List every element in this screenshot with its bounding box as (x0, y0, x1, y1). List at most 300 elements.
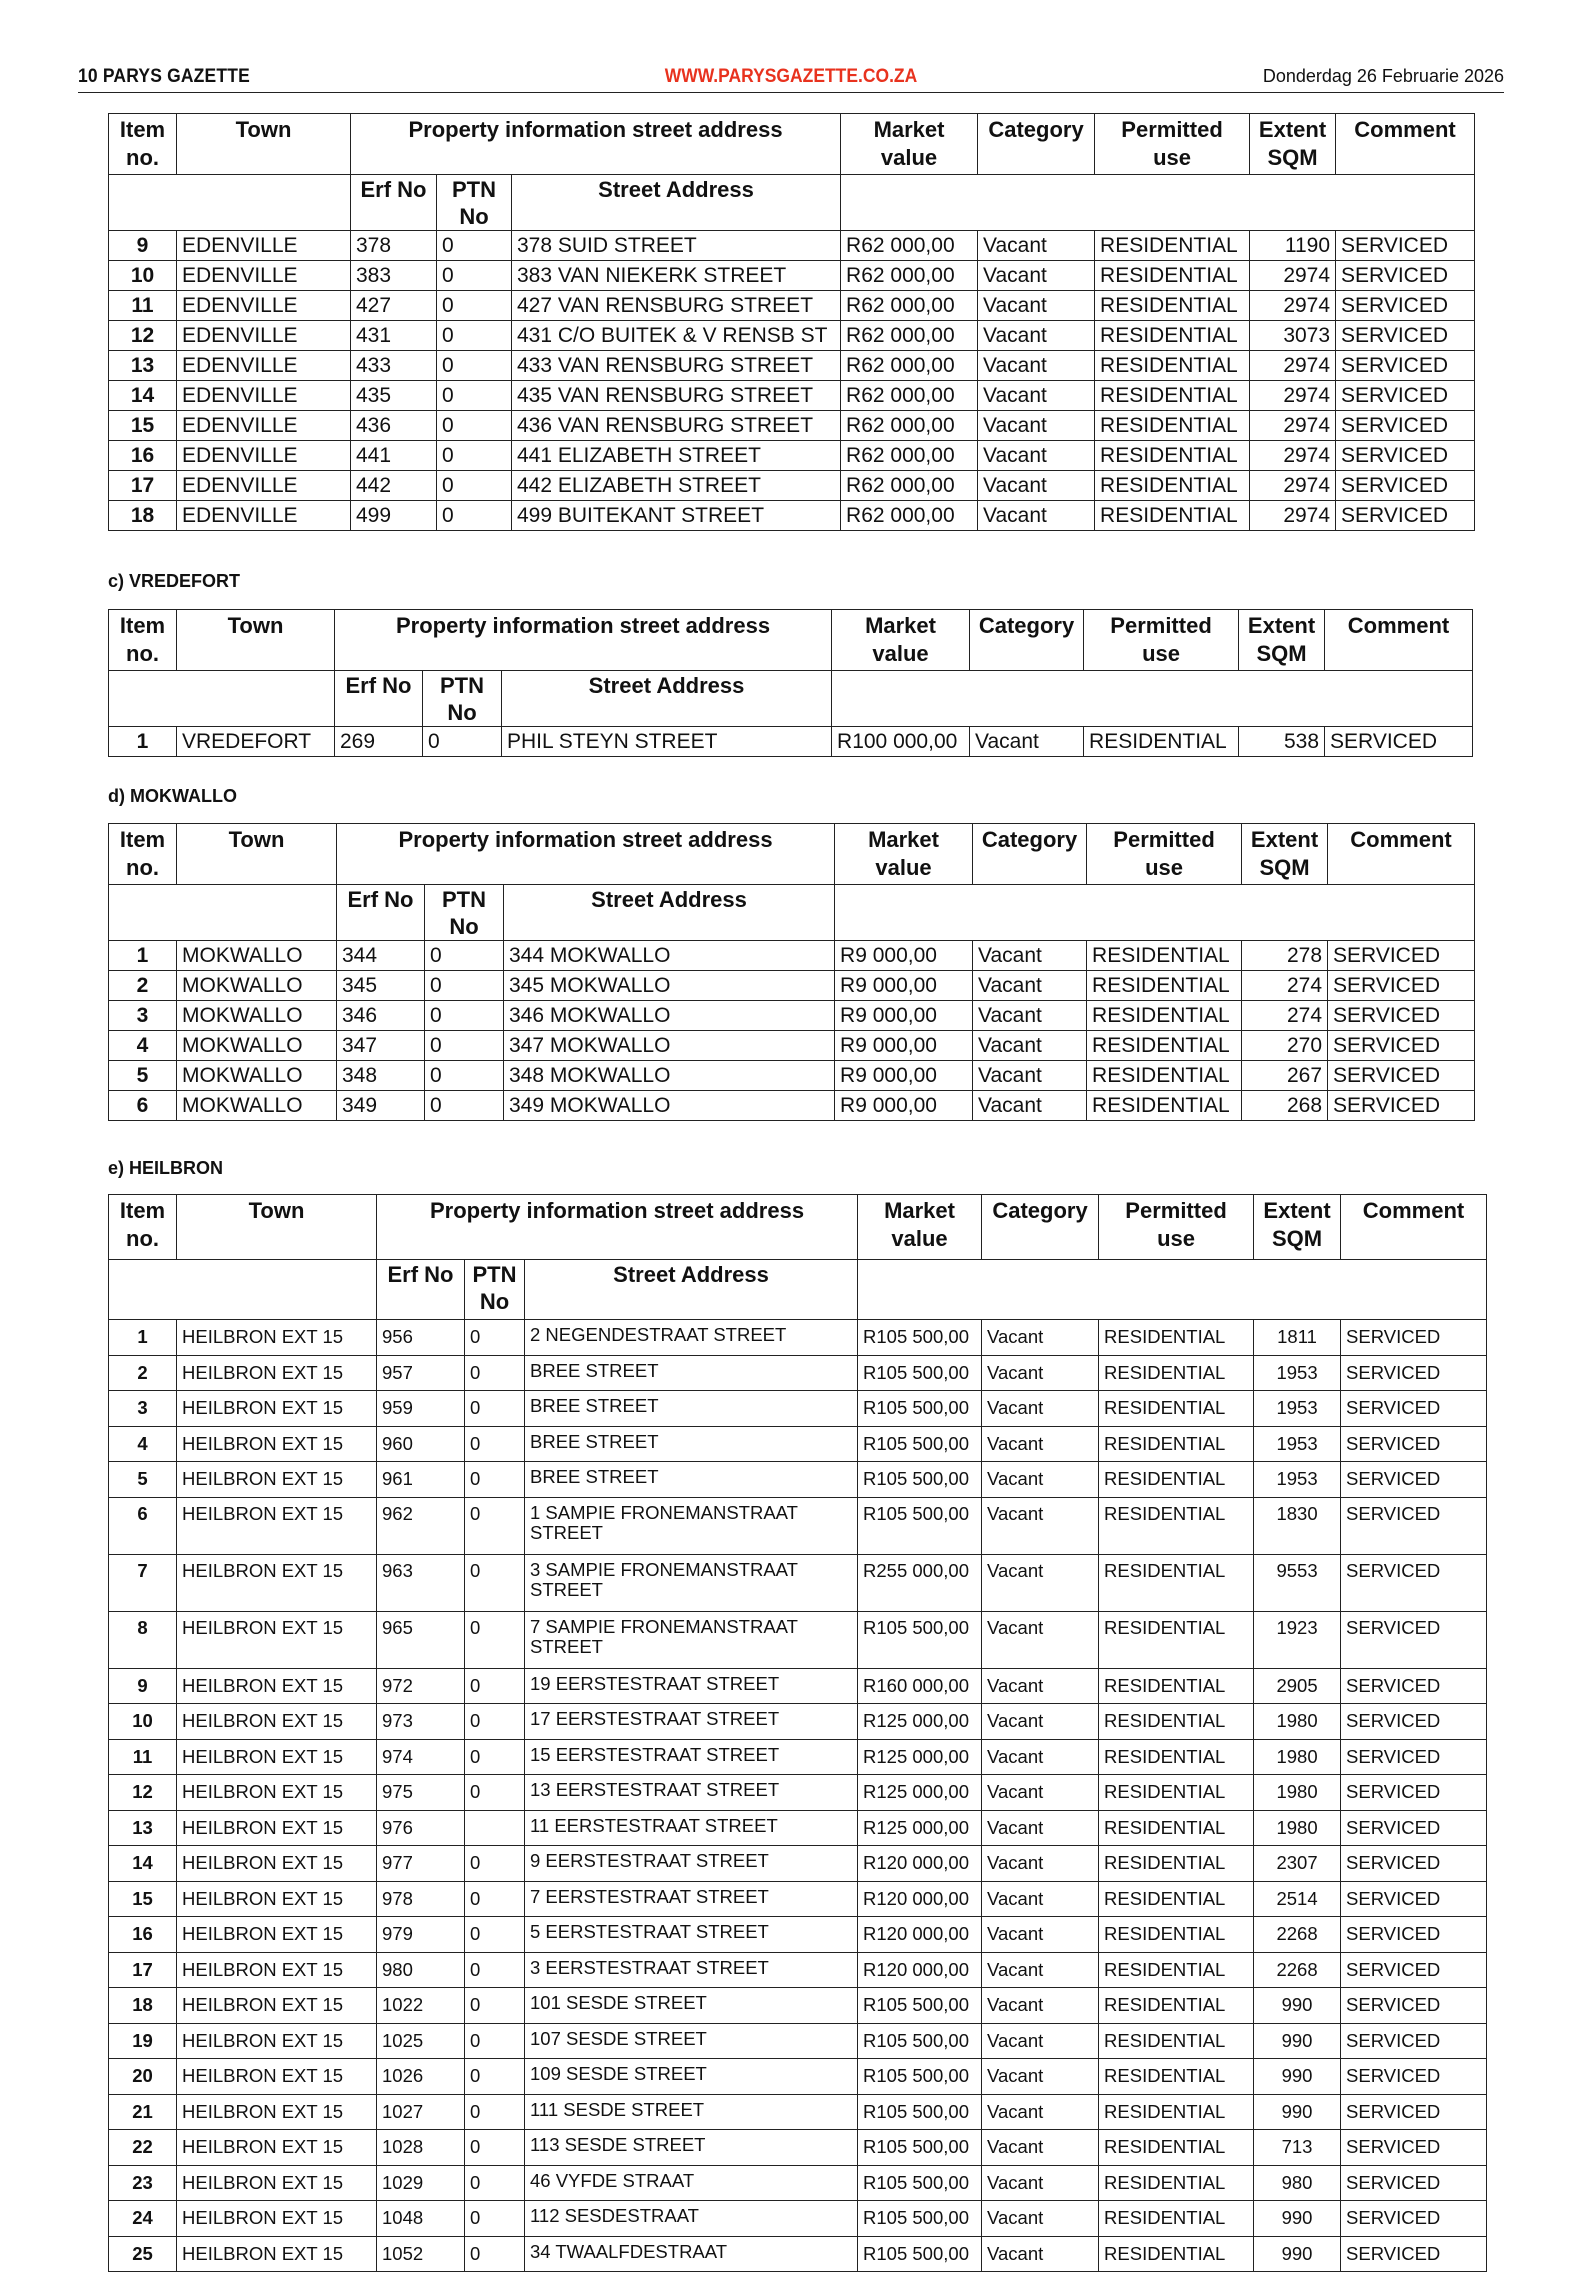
market-value: R9 000,00 (835, 941, 973, 971)
street-address: 499 BUITEKANT STREET (512, 501, 841, 531)
erf-number: 441 (351, 441, 437, 471)
extent-sqm: 990 (1254, 1988, 1341, 2024)
ptn-number: 0 (465, 1426, 525, 1462)
item-number: 19 (109, 2023, 177, 2059)
town-name: HEILBRON EXT 15 (177, 1426, 377, 1462)
erf-number: 433 (351, 351, 437, 381)
comment: SERVICED (1341, 1554, 1487, 1611)
market-value: R9 000,00 (835, 1091, 973, 1121)
street-address: 3 SAMPIE FRONEMANSTRAAT STREET (525, 1554, 858, 1611)
market-value: R105 500,00 (858, 1355, 982, 1391)
comment: SERVICED (1328, 1091, 1475, 1121)
subheader-row (109, 671, 1473, 727)
extent-sqm: 267 (1242, 1061, 1328, 1091)
subheader-row (109, 175, 1475, 231)
table-row (109, 2023, 1487, 2059)
header-property-information: Property information street address (337, 824, 835, 885)
street-address: 5 EERSTESTRAAT STREET (525, 1917, 858, 1953)
permitted-use: RESIDENTIAL (1095, 261, 1250, 291)
town-name: HEILBRON EXT 15 (177, 2059, 377, 2095)
category: Vacant (973, 1001, 1087, 1031)
comment: SERVICED (1341, 1320, 1487, 1356)
comment: SERVICED (1341, 1952, 1487, 1988)
subheader-ptn-no: PTN No (423, 671, 502, 727)
subheader-street-address: Street Address (504, 885, 835, 941)
street-address: 7 EERSTESTRAAT STREET (525, 1881, 858, 1917)
category: Vacant (978, 471, 1095, 501)
town-name: EDENVILLE (177, 411, 351, 441)
category: Vacant (982, 1554, 1099, 1611)
category: Vacant (982, 1846, 1099, 1882)
extent-sqm: 990 (1254, 2023, 1341, 2059)
extent-sqm: 980 (1254, 2165, 1341, 2201)
extent-sqm: 1830 (1254, 1497, 1341, 1554)
erf-number: 431 (351, 321, 437, 351)
extent-sqm: 990 (1254, 2059, 1341, 2095)
table-row (109, 1497, 1487, 1554)
comment: SERVICED (1341, 2059, 1487, 2095)
market-value: R120 000,00 (858, 1917, 982, 1953)
erf-number: 344 (337, 941, 425, 971)
extent-sqm: 990 (1254, 2236, 1341, 2272)
erf-number: 961 (377, 1462, 465, 1498)
erf-number: 442 (351, 471, 437, 501)
subheader-blank (109, 885, 337, 941)
ptn-number: 0 (465, 1704, 525, 1740)
market-value: R120 000,00 (858, 1952, 982, 1988)
town-name: HEILBRON EXT 15 (177, 1355, 377, 1391)
street-address: 2 NEGENDESTRAAT STREET (525, 1320, 858, 1356)
table-row (109, 1611, 1487, 1668)
ptn-number: 0 (425, 1001, 504, 1031)
street-address: 346 MOKWALLO (504, 1001, 835, 1031)
town-name: HEILBRON EXT 15 (177, 2094, 377, 2130)
town-name: EDENVILLE (177, 351, 351, 381)
comment: SERVICED (1328, 1061, 1475, 1091)
extent-sqm: 1811 (1254, 1320, 1341, 1356)
erf-number: 979 (377, 1917, 465, 1953)
market-value: R105 500,00 (858, 1611, 982, 1668)
market-value: R62 000,00 (841, 411, 978, 441)
street-address: 441 ELIZABETH STREET (512, 441, 841, 471)
subheader-row (109, 885, 1475, 941)
permitted-use: RESIDENTIAL (1099, 1952, 1254, 1988)
category: Vacant (982, 1704, 1099, 1740)
table-row (109, 1704, 1487, 1740)
category: Vacant (982, 1497, 1099, 1554)
market-value: R62 000,00 (841, 501, 978, 531)
market-value: R105 500,00 (858, 2130, 982, 2166)
extent-sqm: 270 (1242, 1031, 1328, 1061)
subheader-ptn-no: PTN No (465, 1260, 525, 1320)
item-number: 14 (109, 381, 177, 411)
town-name: EDENVILLE (177, 261, 351, 291)
permitted-use: RESIDENTIAL (1099, 1355, 1254, 1391)
item-number: 11 (109, 1739, 177, 1775)
item-number: 5 (109, 1462, 177, 1498)
item-number: 16 (109, 1917, 177, 1953)
extent-sqm: 9553 (1254, 1554, 1341, 1611)
item-number: 3 (109, 1391, 177, 1427)
ptn-number: 0 (465, 1391, 525, 1427)
item-number: 18 (109, 501, 177, 531)
market-value: R105 500,00 (858, 1988, 982, 2024)
table-row (109, 1668, 1487, 1704)
comment: SERVICED (1341, 1426, 1487, 1462)
table-row (109, 727, 1473, 757)
permitted-use: RESIDENTIAL (1095, 441, 1250, 471)
comment: SERVICED (1336, 411, 1475, 441)
street-address: 9 EERSTESTRAAT STREET (525, 1846, 858, 1882)
market-value: R9 000,00 (835, 1001, 973, 1031)
category: Vacant (970, 727, 1084, 757)
comment: SERVICED (1341, 2023, 1487, 2059)
item-number: 3 (109, 1001, 177, 1031)
street-address: BREE STREET (525, 1426, 858, 1462)
table-row (109, 351, 1475, 381)
street-address: 1 SAMPIE FRONEMANSTRAAT STREET (525, 1497, 858, 1554)
table-row (109, 1031, 1475, 1061)
comment: SERVICED (1341, 2094, 1487, 2130)
item-number: 1 (109, 727, 177, 757)
ptn-number: 0 (465, 1775, 525, 1811)
category: Vacant (978, 411, 1095, 441)
market-value: R105 500,00 (858, 2236, 982, 2272)
permitted-use: RESIDENTIAL (1099, 2201, 1254, 2237)
permitted-use: RESIDENTIAL (1095, 291, 1250, 321)
table-row (109, 2130, 1487, 2166)
table-row (109, 501, 1475, 531)
subheader-ptn-no: PTN No (437, 175, 512, 231)
category: Vacant (982, 1391, 1099, 1427)
comment: SERVICED (1328, 971, 1475, 1001)
market-value: R62 000,00 (841, 351, 978, 381)
comment: SERVICED (1341, 2165, 1487, 2201)
street-address: 442 ELIZABETH STREET (512, 471, 841, 501)
category: Vacant (982, 1775, 1099, 1811)
table-row (109, 291, 1475, 321)
comment: SERVICED (1341, 1881, 1487, 1917)
header-town: Town (177, 1195, 377, 1260)
permitted-use: RESIDENTIAL (1099, 1988, 1254, 2024)
extent-sqm: 1980 (1254, 1704, 1341, 1740)
ptn-number: 0 (437, 471, 512, 501)
street-address: 34 TWAALFDESTRAAT (525, 2236, 858, 2272)
ptn-number: 0 (437, 351, 512, 381)
comment: SERVICED (1328, 941, 1475, 971)
ptn-number: 0 (437, 441, 512, 471)
subheader-ptn-no: PTN No (425, 885, 504, 941)
permitted-use: RESIDENTIAL (1099, 1320, 1254, 1356)
town-name: EDENVILLE (177, 501, 351, 531)
category: Vacant (982, 1810, 1099, 1846)
page-header (78, 66, 1504, 93)
permitted-use: RESIDENTIAL (1099, 1704, 1254, 1740)
permitted-use: RESIDENTIAL (1099, 1739, 1254, 1775)
town-name: EDENVILLE (177, 441, 351, 471)
item-number: 21 (109, 2094, 177, 2130)
town-name: VREDEFORT (177, 727, 335, 757)
extent-sqm: 2307 (1254, 1846, 1341, 1882)
ptn-number: 0 (465, 1497, 525, 1554)
ptn-number: 0 (465, 2130, 525, 2166)
erf-number: 980 (377, 1952, 465, 1988)
category: Vacant (982, 1917, 1099, 1953)
header-category: Category (973, 824, 1087, 885)
erf-number: 973 (377, 1704, 465, 1740)
town-name: HEILBRON EXT 15 (177, 1739, 377, 1775)
town-name: HEILBRON EXT 15 (177, 1611, 377, 1668)
header-property-information: Property information street address (377, 1195, 858, 1260)
table-row (109, 1739, 1487, 1775)
comment: SERVICED (1341, 1846, 1487, 1882)
permitted-use: RESIDENTIAL (1099, 1775, 1254, 1811)
item-number: 6 (109, 1091, 177, 1121)
street-address: 15 EERSTESTRAAT STREET (525, 1739, 858, 1775)
extent-sqm: 274 (1242, 971, 1328, 1001)
extent-sqm: 2974 (1250, 411, 1336, 441)
ptn-number (465, 1810, 525, 1846)
subheader-blank (841, 175, 1475, 231)
header-item-no: Item no. (109, 824, 177, 885)
extent-sqm: 268 (1242, 1091, 1328, 1121)
table-row (109, 321, 1475, 351)
permitted-use: RESIDENTIAL (1099, 1810, 1254, 1846)
erf-number: 960 (377, 1426, 465, 1462)
erf-number: 978 (377, 1881, 465, 1917)
town-name: HEILBRON EXT 15 (177, 1497, 377, 1554)
market-value: R105 500,00 (858, 1497, 982, 1554)
comment: SERVICED (1336, 291, 1475, 321)
header-town: Town (177, 114, 351, 175)
item-number: 10 (109, 1704, 177, 1740)
market-value: R105 500,00 (858, 1462, 982, 1498)
item-number: 2 (109, 1355, 177, 1391)
table-row (109, 1391, 1487, 1427)
town-name: HEILBRON EXT 15 (177, 1554, 377, 1611)
item-number: 6 (109, 1497, 177, 1554)
comment: SERVICED (1336, 231, 1475, 261)
extent-sqm: 1190 (1250, 231, 1336, 261)
table-row (109, 971, 1475, 1001)
ptn-number: 0 (465, 2165, 525, 2201)
market-value: R105 500,00 (858, 1320, 982, 1356)
extent-sqm: 1953 (1254, 1462, 1341, 1498)
extent-sqm: 278 (1242, 941, 1328, 971)
erf-number: 348 (337, 1061, 425, 1091)
item-number: 16 (109, 441, 177, 471)
town-name: MOKWALLO (177, 941, 337, 971)
category: Vacant (978, 261, 1095, 291)
header-permitted-use: Permitted use (1087, 824, 1242, 885)
extent-sqm: 2514 (1254, 1881, 1341, 1917)
permitted-use: RESIDENTIAL (1095, 471, 1250, 501)
market-value: R125 000,00 (858, 1810, 982, 1846)
mokwallo-property-table (108, 823, 1475, 1121)
table-row (109, 1426, 1487, 1462)
header-town: Town (177, 610, 335, 671)
header-category: Category (970, 610, 1084, 671)
erf-number: 269 (335, 727, 423, 757)
item-number: 25 (109, 2236, 177, 2272)
erf-number: 435 (351, 381, 437, 411)
item-number: 20 (109, 2059, 177, 2095)
street-address: 111 SESDE STREET (525, 2094, 858, 2130)
street-address: 433 VAN RENSBURG STREET (512, 351, 841, 381)
ptn-number: 0 (465, 1462, 525, 1498)
subheader-street-address: Street Address (502, 671, 832, 727)
ptn-number: 0 (425, 971, 504, 1001)
erf-number: 347 (337, 1031, 425, 1061)
permitted-use: RESIDENTIAL (1099, 2130, 1254, 2166)
ptn-number: 0 (465, 1881, 525, 1917)
town-name: HEILBRON EXT 15 (177, 2165, 377, 2201)
comment: SERVICED (1341, 1497, 1487, 1554)
town-name: HEILBRON EXT 15 (177, 1668, 377, 1704)
erf-number: 1022 (377, 1988, 465, 2024)
market-value: R255 000,00 (858, 1554, 982, 1611)
permitted-use: RESIDENTIAL (1099, 1426, 1254, 1462)
market-value: R9 000,00 (835, 1031, 973, 1061)
town-name: HEILBRON EXT 15 (177, 1846, 377, 1882)
ptn-number: 0 (465, 1611, 525, 1668)
extent-sqm: 2974 (1250, 261, 1336, 291)
erf-number: 975 (377, 1775, 465, 1811)
comment: SERVICED (1341, 1355, 1487, 1391)
erf-number: 977 (377, 1846, 465, 1882)
street-address: 436 VAN RENSBURG STREET (512, 411, 841, 441)
ptn-number: 0 (465, 1554, 525, 1611)
category: Vacant (982, 1988, 1099, 2024)
table-row (109, 1917, 1487, 1953)
permitted-use: RESIDENTIAL (1099, 1846, 1254, 1882)
permitted-use: RESIDENTIAL (1099, 2236, 1254, 2272)
town-name: MOKWALLO (177, 1031, 337, 1061)
item-number: 2 (109, 971, 177, 1001)
erf-number: 1027 (377, 2094, 465, 2130)
item-number: 5 (109, 1061, 177, 1091)
market-value: R62 000,00 (841, 381, 978, 411)
vredefort-property-table (108, 609, 1473, 757)
market-value: R125 000,00 (858, 1739, 982, 1775)
table-row (109, 2236, 1487, 2272)
category: Vacant (978, 381, 1095, 411)
item-number: 17 (109, 471, 177, 501)
street-address: 427 VAN RENSBURG STREET (512, 291, 841, 321)
table-row (109, 2201, 1487, 2237)
comment: SERVICED (1336, 441, 1475, 471)
permitted-use: RESIDENTIAL (1095, 501, 1250, 531)
header-comment: Comment (1328, 824, 1475, 885)
town-name: HEILBRON EXT 15 (177, 1462, 377, 1498)
street-address: BREE STREET (525, 1462, 858, 1498)
town-name: HEILBRON EXT 15 (177, 1704, 377, 1740)
table-row (109, 411, 1475, 441)
category: Vacant (982, 1462, 1099, 1498)
header-extent-sqm: Extent SQM (1239, 610, 1325, 671)
street-address: 11 EERSTESTRAAT STREET (525, 1810, 858, 1846)
ptn-number: 0 (423, 727, 502, 757)
town-name: MOKWALLO (177, 1061, 337, 1091)
header-row (109, 1195, 1487, 1260)
street-address: 344 MOKWALLO (504, 941, 835, 971)
erf-number: 383 (351, 261, 437, 291)
comment: SERVICED (1341, 1704, 1487, 1740)
erf-number: 963 (377, 1554, 465, 1611)
street-address: BREE STREET (525, 1391, 858, 1427)
town-name: EDENVILLE (177, 471, 351, 501)
erf-number: 1025 (377, 2023, 465, 2059)
extent-sqm: 1953 (1254, 1426, 1341, 1462)
comment: SERVICED (1328, 1031, 1475, 1061)
permitted-use: RESIDENTIAL (1099, 1917, 1254, 1953)
table-row (109, 381, 1475, 411)
comment: SERVICED (1341, 1775, 1487, 1811)
subheader-blank (835, 885, 1475, 941)
item-number: 4 (109, 1426, 177, 1462)
header-row (109, 824, 1475, 885)
comment: SERVICED (1325, 727, 1473, 757)
item-number: 18 (109, 1988, 177, 2024)
market-value: R100 000,00 (832, 727, 970, 757)
town-name: HEILBRON EXT 15 (177, 2130, 377, 2166)
table-row (109, 1810, 1487, 1846)
comment: SERVICED (1341, 1810, 1487, 1846)
comment: SERVICED (1341, 1739, 1487, 1775)
permitted-use: RESIDENTIAL (1095, 411, 1250, 441)
permitted-use: RESIDENTIAL (1099, 2059, 1254, 2095)
header-category: Category (978, 114, 1095, 175)
table-row (109, 471, 1475, 501)
extent-sqm: 1980 (1254, 1739, 1341, 1775)
category: Vacant (982, 1611, 1099, 1668)
item-number: 13 (109, 351, 177, 381)
ptn-number: 0 (465, 1846, 525, 1882)
erf-number: 346 (337, 1001, 425, 1031)
extent-sqm: 2974 (1250, 291, 1336, 321)
erf-number: 1052 (377, 2236, 465, 2272)
permitted-use: RESIDENTIAL (1099, 1462, 1254, 1498)
town-name: HEILBRON EXT 15 (177, 1952, 377, 1988)
town-name: HEILBRON EXT 15 (177, 1810, 377, 1846)
permitted-use: RESIDENTIAL (1099, 1668, 1254, 1704)
ptn-number: 0 (437, 321, 512, 351)
ptn-number: 0 (437, 261, 512, 291)
subheader-blank (109, 1260, 377, 1320)
permitted-use: RESIDENTIAL (1095, 321, 1250, 351)
market-value: R105 500,00 (858, 2165, 982, 2201)
street-address: 347 MOKWALLO (504, 1031, 835, 1061)
erf-number: 959 (377, 1391, 465, 1427)
category: Vacant (973, 1091, 1087, 1121)
town-name: HEILBRON EXT 15 (177, 1775, 377, 1811)
header-extent-sqm: Extent SQM (1250, 114, 1336, 175)
permitted-use: RESIDENTIAL (1087, 1031, 1242, 1061)
street-address: 107 SESDE STREET (525, 2023, 858, 2059)
ptn-number: 0 (465, 1320, 525, 1356)
website-link[interactable]: WWW.PARYSGAZETTE.CO.ZA (664, 66, 918, 87)
market-value: R105 500,00 (858, 2059, 982, 2095)
town-name: HEILBRON EXT 15 (177, 1320, 377, 1356)
item-number: 17 (109, 1952, 177, 1988)
item-number: 12 (109, 321, 177, 351)
market-value: R105 500,00 (858, 1391, 982, 1427)
permitted-use: RESIDENTIAL (1099, 1611, 1254, 1668)
item-number: 9 (109, 231, 177, 261)
town-name: EDENVILLE (177, 231, 351, 261)
table-row (109, 1775, 1487, 1811)
item-number: 9 (109, 1668, 177, 1704)
